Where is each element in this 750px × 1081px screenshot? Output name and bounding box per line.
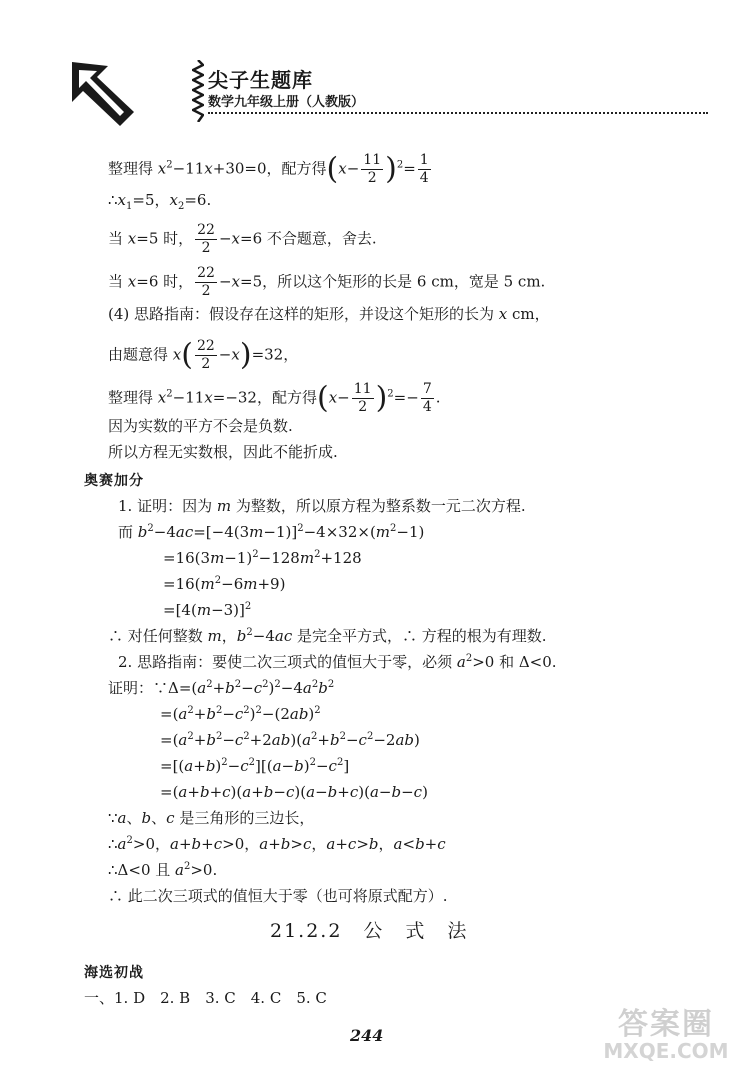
fraction: $\frac{1}{4}$ [419, 152, 429, 186]
solution-line: 整理得 $x^2-11x+30=0$，配方得(x− $\frac{11}{2}$ )$^2$= $\frac{1}{4}$ [108, 151, 429, 187]
fraction: $\frac{22}{2}$ [197, 222, 215, 256]
solution-line: 当 x=5 时， $\frac{22}{2}$ −x=6 不合题意，舍去. [108, 222, 377, 256]
solution-line: 1. 证明：因为 m 为整数，所以原方程为整系数一元二次方程. [118, 497, 526, 515]
section-heading: 海选初战 [84, 965, 144, 981]
solution-line: $=16(m^2-6m+9)$ [163, 575, 286, 593]
section-heading: 奥赛加分 [84, 473, 144, 489]
solution-line: $=[(a+b)^2-c^2][(a-b)^2-c^2]$ [160, 757, 350, 775]
arrow-logo-icon [68, 60, 140, 128]
solution-line: 2. 思路指南：要使二次三项式的值恒大于零，必须 $a^2>0$ 和 Δ<0. [118, 653, 557, 671]
solution-line: $\therefore a^2>0$，a+b+c>0，a+b>c，a+c>b，a<b+c [108, 835, 446, 853]
solution-line: (4) 思路指南：假设存在这样的矩形，并设这个矩形的长为 x cm， [108, 305, 550, 323]
solution-line: $=[4(m-3)]^2$ [163, 601, 252, 619]
fraction: $\frac{11}{2}$ [353, 381, 372, 415]
solution-line: 整理得 $x^2-11x=-32$，配方得(x− $\frac{11}{2}$ )$^2$=− $\frac{7}{4}$ . [108, 380, 441, 416]
watermark [596, 999, 736, 1071]
answer-line: 一、1. D 2. B 3. C 4. C 5. C [84, 989, 327, 1007]
fraction: $\frac{11}{2}$ [363, 152, 382, 186]
header-dotted-rule [208, 112, 708, 114]
zigzag-divider-icon [192, 60, 204, 122]
brand-title: 尖子生题库 [208, 68, 313, 92]
page-number: 244 [350, 1026, 384, 1045]
solution-line: $=(a^2+b^2-c^2)^2-(2ab)^2$ [160, 705, 321, 723]
solution-line: 由题意得 x( $\frac{22}{2}$ −x)=32， [108, 337, 299, 373]
solution-line: $\therefore x_1=5$，$x_2=6$. [108, 191, 212, 212]
watermark-url: MXQE.COM [603, 1039, 729, 1063]
solution-line: ∴Δ<0 且 $a^2>0$. [108, 861, 218, 879]
solution-line: 当 x=6 时， $\frac{22}{2}$ −x=5，所以这个矩形的长是 6 cm，宽是 5 cm. [108, 265, 546, 299]
fraction: $\frac{22}{2}$ [196, 338, 215, 372]
solution-line: ∴ 对任何整数 m，$b^2-4ac$ 是完全平方式，∴ 方程的根为有理数. [108, 627, 547, 645]
page-header [68, 60, 708, 130]
solution-line: $=16(3m-1)^2-128m^2+128$ [163, 549, 362, 567]
solution-line: 证明：$\because\Delta=(a^2+b^2-c^2)^2-4a^2b^2$ [108, 679, 335, 697]
section-title: 21.2.2 公 式 法 [270, 920, 469, 942]
solution-line: ∵a、b、c 是三角形的三边长， [108, 809, 315, 827]
solution-line: $=(a^2+b^2-c^2+2ab)(a^2+b^2-c^2-2ab)$ [160, 731, 420, 749]
fraction: $\frac{22}{2}$ [197, 265, 215, 299]
solution-line: 所以方程无实数根，因此不能折成. [108, 443, 338, 461]
solution-line: 而 $b^2-4ac=[-4(3m-1)]^2-4\times 32\times(m^2-1)$ [118, 523, 425, 541]
solution-line: =(a+b+c)(a+b−c)(a−b+c)(a−b−c) [160, 783, 428, 801]
solution-line: ∴ 此二次三项式的值恒大于零（也可将原式配方）. [108, 887, 448, 905]
fraction: $\frac{7}{4}$ [422, 381, 432, 415]
watermark-label: 答案圈 [618, 1007, 714, 1042]
solution-line: 因为实数的平方不会是负数. [108, 417, 293, 435]
book-subtitle: 数学九年级上册（人教版） [208, 95, 365, 110]
